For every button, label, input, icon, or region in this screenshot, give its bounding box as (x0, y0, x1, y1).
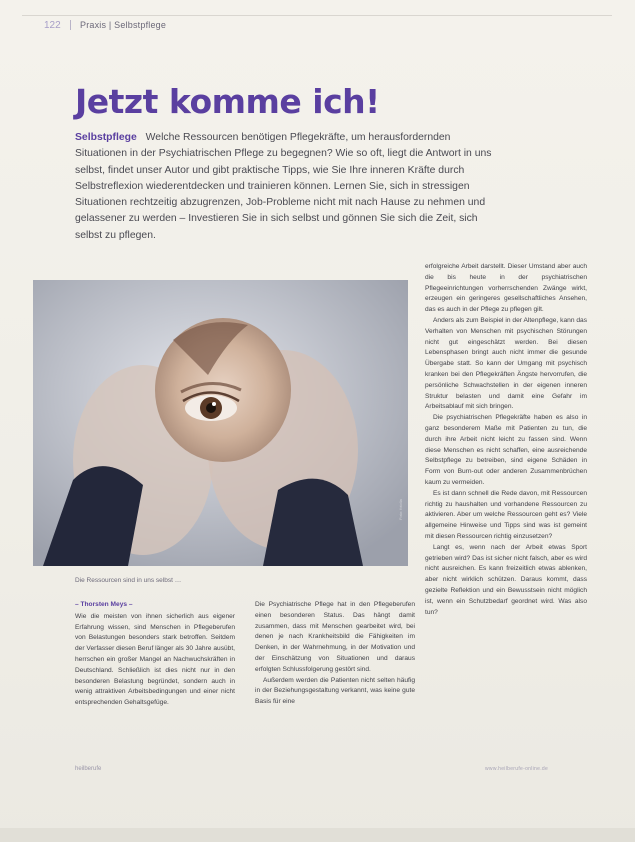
article-photo (33, 280, 408, 566)
footer-magazine-name: heilberufe (75, 766, 102, 772)
column-3-paragraph-1: erfolgreiche Arbeit darstellt. Dieser Umstand aber auch die bis heute in der psychiatrischen Pflegeeinrichtungen vorherrschenden Zwänge wirkt, erzeugen ein geringeres gesellschaftliches Ansehen, das es auch in der Pflege zu pflegen gilt. (425, 263, 587, 314)
footer-url[interactable]: www.heilberufe-online.de (485, 766, 549, 772)
text-column-2 (255, 600, 415, 708)
lead-kicker: Selbstpflege (75, 132, 137, 143)
text-column-1 (75, 600, 235, 709)
column-3-paragraph-2: Anders als zum Beispiel in der Altenpflege, kann das Verhalten von Menschen mit psychischen Störungen nicht gut eingeschätzt werden. Bei diesen Lebensphasen bringt auch nicht immer die gesunde Übergabe statt. So kann der Umgang mit psychisch kranken bei den Pflegekräften Ängste hervorrufen, die persönliche Schwachstellen in der eigenen inneren Struktur belasten und damit eine Gefahr im Arbeitsablauf mit sich bringen. (425, 316, 587, 411)
column-3-paragraph-5: Langt es, wenn nach der Arbeit etwas Sport getrieben wird? Das ist sicher nicht falsch, aber es wird nicht ausreichen. Es kann freizeitlich etwas ablenken, aber nicht wirklich schützen. Daraus kommt, dass gezielte Reflektion und ein Bewusstsein nicht möglich ist, wenn ein Schutzbedarf geordnet wird. Was also tun? (425, 543, 587, 616)
headline: Jetzt komme ich! (75, 82, 380, 121)
text-column-3 (425, 262, 587, 618)
scan-bottom-edge (0, 828, 635, 842)
eye-through-hole-illustration (33, 280, 408, 566)
column-3-paragraph-3: Die psychiatrischen Pflegekräfte haben es also in ganz besonderem Maße mit Patienten zu tun, die durch ihre Arbeit nicht leicht zu fassen sind. Wenn diese Menschen es nicht schaffen, eine ausreichende Selbstpflege zu betreiben, sind eigene Schäden in Form von Burn-out oder anderen Zusammenbrüchen kaum zu vermeiden. (425, 414, 587, 486)
page-number: 122 (44, 20, 61, 31)
column-2-paragraph-2: Außerdem werden die Patienten nicht selten häufig in der Beziehungsgestaltung verkannt, was keine gute Basis für eine (255, 676, 415, 706)
author-line: – Thorsten Meys – (75, 601, 133, 608)
section-label: Praxis | Selbstpflege (80, 20, 167, 30)
top-rule (22, 15, 612, 16)
photo-credit: Foto: fotolia (398, 499, 403, 520)
lead-text: Welche Ressourcen benötigen Pflegekräfte, um herausfordernden Situationen in der Psychiatrischen Pflege zu begegnen? Wie so oft, liegt die Antwort in uns selbst, findet unser Autor und gibt praktische Tipps, wie Sie Ihre inneren Kräfte durch Selbstreflexion wiederentdecken und trainieren können. Lernen Sie, sich in stressigen Situationen rechtzeitig abzugrenzen, Job-Probleme nicht mit nach Hause zu nehmen und gelassener zu werden – Investieren Sie in sich selbst und gönnen Sie sich die Zeit, sich selbst zu pflegen. (75, 132, 492, 241)
column-2-paragraph-1: Die Psychiatrische Pflege hat in den Pflegeberufen einen besonderen Status. Das hängt damit zusammen, dass mit Menschen gearbeitet wird, bei denen je nach Krankheitsbild die Fähigkeiten im Denken, in der Wahrnehmung, in der Motivation und der Einschätzung von Situationen und daraus erfolgten Schlussfolgerung gestört sind. (255, 601, 415, 673)
header-separator (70, 20, 71, 30)
column-1-paragraph: Wie die meisten von ihnen sicherlich aus eigener Erfahrung wissen, sind Menschen in Pflegeberufen von Belastungen besonders stark betroffen. Seitdem der Verfasser diesen Beruf länger als 30 Jahre ausübt, herrschen ein großer Mangel an Nachwuchskräften in Deutschland. Schließlich ist dies nicht nur in den besonderen Belastung begründet, sondern auch in wenig attraktiven Arbeitsbedingungen und einer nicht entsprechenden Gehaltsgefüge. (75, 612, 235, 707)
lead-paragraph (75, 130, 500, 244)
photo-caption: Die Ressourcen sind in uns selbst … (75, 577, 182, 584)
column-3-paragraph-4: Es ist dann schnell die Rede davon, mit Ressourcen richtig zu haushalten und vorhandene Ressourcen zu aktivieren. Aber um welche Ressourcen geht es? Viele allgemeine Hinweise und Tipps sind was ist gemeint mit diesen Ressourcen richtig einzusetzen? (425, 489, 587, 540)
